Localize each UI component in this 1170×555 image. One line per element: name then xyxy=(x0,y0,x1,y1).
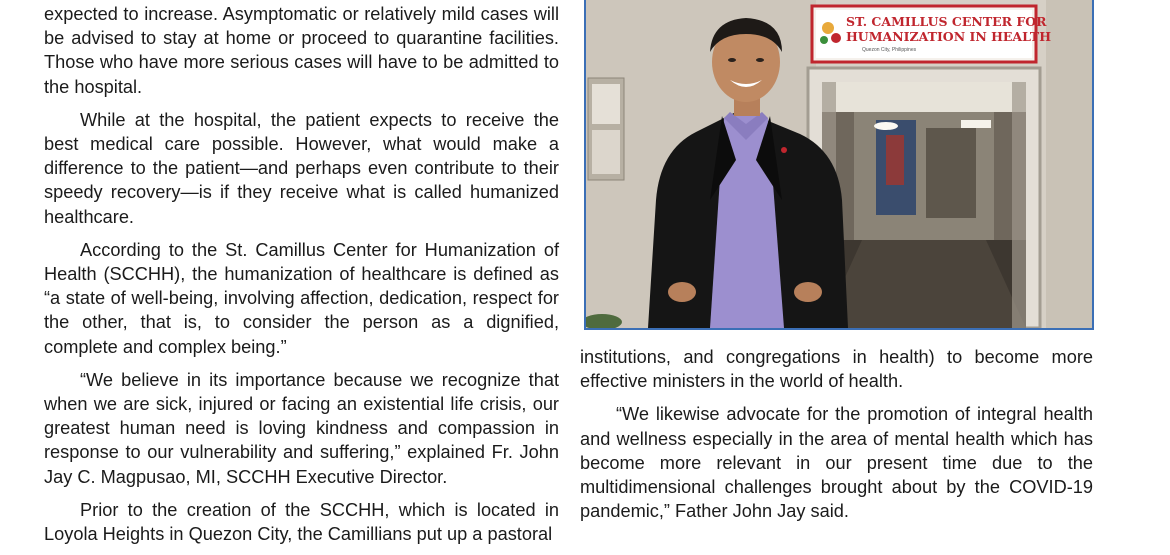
sign-line-1: ST. CAMILLUS CENTER FOR xyxy=(846,14,1047,29)
paragraph: While at the hospital, the patient expects to receive the best medical care possible. However, what would make a difference to the patient—and perhaps even contribute to their speedy recovery—is if they receive what is called humanized healthcare. xyxy=(44,109,559,227)
paragraph: “We believe in its importance because we recognize that when we are sick, injured or facing an existential life crisis, our greatest human need is loving kindness and compassion in response to our vulnerability and suffering,” explained Fr. John Jay C. Magpusao, MI, SCCHH Executive Director. xyxy=(44,369,559,487)
sign-line-3: Quezon City, Philippines xyxy=(862,47,917,53)
paragraph: “We likewise advocate for the promotion of integral health and wellness especially in the area of mental health which has become more relevant in our present time due to the multidimensional challenges brought about by the COVID-19 pandemic,” Father John Jay said. xyxy=(580,404,1093,522)
article-photo xyxy=(584,0,1094,330)
left-text-column xyxy=(44,2,559,555)
right-text-column xyxy=(580,345,1093,532)
sign-line-2: HUMANIZATION IN HEALTH xyxy=(846,29,1052,44)
paragraph: Prior to the creation of the SCCHH, which is located in Loyola Heights in Quezon City, the Camillians put up a pastoral xyxy=(44,499,559,545)
paragraph: institutions, and congregations in health) to become more effective ministers in the world of health. xyxy=(580,347,1093,392)
paragraph: According to the St. Camillus Center for Humanization of Health (SCCHH), the humanization of healthcare is defined as “a state of well-being, involving affection, dedication, respect for the other, that is, to consider the person as a dignified, complete and complex being.” xyxy=(44,239,559,357)
paragraph: expected to increase. Asymptomatic or relatively mild cases will be advised to stay at home or proceed to quarantine facilities. Those who have more serious cases will have to be admitted to the hospital. xyxy=(44,4,559,97)
